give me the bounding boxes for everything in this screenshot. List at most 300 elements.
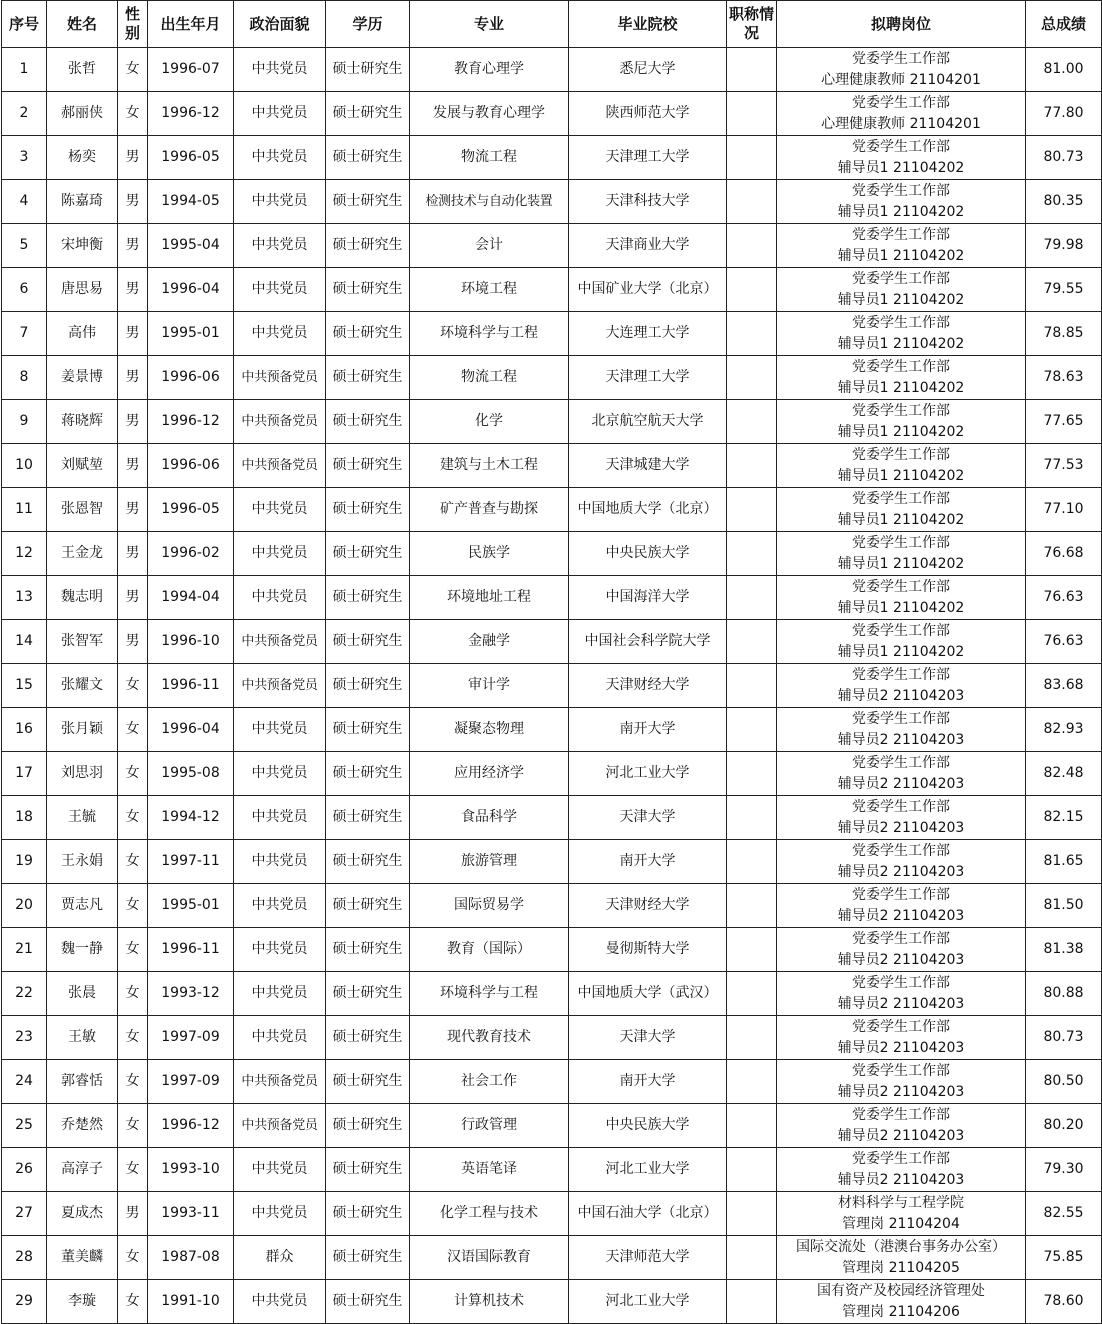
cell-birth: 1987-08 — [148, 1236, 234, 1280]
cell-gender: 女 — [118, 92, 148, 136]
cell-birth: 1996-11 — [148, 928, 234, 972]
position-department: 党委学生工作部 — [852, 50, 950, 67]
cell-score: 75.85 — [1026, 1236, 1102, 1280]
position-post: 辅导员2 21104203 — [837, 995, 965, 1012]
cell-major: 行政管理 — [410, 1104, 569, 1148]
cell-school: 中国地质大学（北京） — [569, 488, 727, 532]
cell-school: 中国矿业大学（北京） — [569, 268, 727, 312]
cell-name: 刘思羽 — [47, 752, 118, 796]
cell-seq: 2 — [2, 92, 47, 136]
cell-politics: 中共党员 — [234, 488, 326, 532]
cell-school: 中央民族大学 — [569, 532, 727, 576]
position-department: 国际交流处（港澳台事务办公室） — [796, 1238, 1006, 1255]
header-politics: 政治面貌 — [234, 1, 326, 48]
cell-title — [727, 136, 777, 180]
table-row — [2, 1060, 1102, 1104]
position-post: 辅导员2 21104203 — [837, 863, 965, 880]
cell-birth: 1993-12 — [148, 972, 234, 1016]
cell-politics: 中共党员 — [234, 1280, 326, 1324]
cell-position — [777, 1016, 1026, 1060]
position-department: 党委学生工作部 — [852, 182, 950, 199]
position-department: 党委学生工作部 — [852, 886, 950, 903]
cell-school: 河北工业大学 — [569, 1280, 727, 1324]
cell-politics: 中共党员 — [234, 92, 326, 136]
cell-birth: 1994-04 — [148, 576, 234, 620]
cell-score: 81.00 — [1026, 48, 1102, 92]
cell-education: 硕士研究生 — [326, 1280, 410, 1324]
table-row — [2, 356, 1102, 400]
cell-education: 硕士研究生 — [326, 1060, 410, 1104]
cell-score: 80.20 — [1026, 1104, 1102, 1148]
cell-gender: 女 — [118, 1236, 148, 1280]
position-department: 党委学生工作部 — [852, 534, 950, 551]
cell-education: 硕士研究生 — [326, 884, 410, 928]
cell-seq: 23 — [2, 1016, 47, 1060]
cell-birth: 1996-02 — [148, 532, 234, 576]
cell-education: 硕士研究生 — [326, 268, 410, 312]
cell-score: 77.80 — [1026, 92, 1102, 136]
cell-politics: 群众 — [234, 1236, 326, 1280]
cell-birth: 1996-07 — [148, 48, 234, 92]
cell-position — [777, 356, 1026, 400]
cell-position — [777, 884, 1026, 928]
position-post: 辅导员2 21104203 — [837, 731, 965, 748]
cell-birth: 1996-11 — [148, 664, 234, 708]
cell-seq: 17 — [2, 752, 47, 796]
cell-gender: 男 — [118, 356, 148, 400]
position-department: 党委学生工作部 — [852, 226, 950, 243]
cell-position — [777, 312, 1026, 356]
cell-score: 80.73 — [1026, 136, 1102, 180]
cell-school: 曼彻斯特大学 — [569, 928, 727, 972]
cell-politics: 中共党员 — [234, 532, 326, 576]
cell-school: 中国地质大学（武汉） — [569, 972, 727, 1016]
header-row — [2, 1, 1102, 48]
cell-name: 姜景博 — [47, 356, 118, 400]
cell-title — [727, 400, 777, 444]
header-score: 总成绩 — [1026, 1, 1102, 48]
position-post: 辅导员1 21104202 — [837, 335, 965, 352]
cell-school: 天津科技大学 — [569, 180, 727, 224]
cell-birth: 1996-04 — [148, 268, 234, 312]
cell-score: 78.60 — [1026, 1280, 1102, 1324]
position-post: 辅导员2 21104203 — [837, 687, 965, 704]
cell-seq: 29 — [2, 1280, 47, 1324]
table-row — [2, 136, 1102, 180]
header-gender: 性别 — [118, 1, 148, 48]
cell-seq: 18 — [2, 796, 47, 840]
position-department: 党委学生工作部 — [852, 622, 950, 639]
cell-name: 宋坤衡 — [47, 224, 118, 268]
cell-education: 硕士研究生 — [326, 752, 410, 796]
cell-gender: 男 — [118, 136, 148, 180]
table-row — [2, 972, 1102, 1016]
cell-birth: 1996-12 — [148, 400, 234, 444]
position-post: 辅导员1 21104202 — [837, 511, 965, 528]
cell-title — [727, 884, 777, 928]
cell-name: 王敏 — [47, 1016, 118, 1060]
cell-birth: 1996-06 — [148, 356, 234, 400]
cell-birth: 1995-01 — [148, 312, 234, 356]
cell-education: 硕士研究生 — [326, 928, 410, 972]
cell-name: 杨奕 — [47, 136, 118, 180]
cell-name: 张耀文 — [47, 664, 118, 708]
position-post: 辅导员1 21104202 — [837, 555, 965, 572]
cell-politics: 中共党员 — [234, 268, 326, 312]
cell-gender: 女 — [118, 1104, 148, 1148]
cell-gender: 女 — [118, 48, 148, 92]
cell-school: 天津商业大学 — [569, 224, 727, 268]
cell-title — [727, 1280, 777, 1324]
cell-score: 78.85 — [1026, 312, 1102, 356]
position-post: 辅导员1 21104202 — [837, 467, 965, 484]
cell-title — [727, 180, 777, 224]
cell-politics: 中共党员 — [234, 840, 326, 884]
cell-score: 78.63 — [1026, 356, 1102, 400]
cell-title — [727, 1192, 777, 1236]
cell-name: 郭睿恬 — [47, 1060, 118, 1104]
cell-position — [777, 708, 1026, 752]
table-row — [2, 268, 1102, 312]
cell-position — [777, 488, 1026, 532]
cell-gender: 女 — [118, 796, 148, 840]
cell-major: 物流工程 — [410, 136, 569, 180]
cell-position — [777, 268, 1026, 312]
cell-title — [727, 1104, 777, 1148]
position-post: 辅导员1 21104202 — [837, 291, 965, 308]
cell-score: 79.55 — [1026, 268, 1102, 312]
cell-education: 硕士研究生 — [326, 92, 410, 136]
cell-politics: 中共预备党员 — [234, 400, 326, 444]
cell-politics: 中共党员 — [234, 1148, 326, 1192]
cell-seq: 27 — [2, 1192, 47, 1236]
cell-gender: 男 — [118, 400, 148, 444]
cell-major: 现代教育技术 — [410, 1016, 569, 1060]
cell-birth: 1993-11 — [148, 1192, 234, 1236]
table-row — [2, 224, 1102, 268]
cell-seq: 3 — [2, 136, 47, 180]
table-row — [2, 48, 1102, 92]
position-department: 国有资产及校园经济管理处 — [817, 1282, 985, 1299]
cell-politics: 中共党员 — [234, 180, 326, 224]
cell-seq: 10 — [2, 444, 47, 488]
cell-score: 80.73 — [1026, 1016, 1102, 1060]
cell-birth: 1995-01 — [148, 884, 234, 928]
cell-position — [777, 1280, 1026, 1324]
cell-school: 天津财经大学 — [569, 664, 727, 708]
cell-position — [777, 532, 1026, 576]
cell-politics: 中共党员 — [234, 884, 326, 928]
cell-politics: 中共党员 — [234, 1192, 326, 1236]
cell-position — [777, 1148, 1026, 1192]
position-department: 党委学生工作部 — [852, 930, 950, 947]
cell-major: 环境科学与工程 — [410, 312, 569, 356]
cell-education: 硕士研究生 — [326, 48, 410, 92]
cell-education: 硕士研究生 — [326, 1236, 410, 1280]
cell-birth: 1994-12 — [148, 796, 234, 840]
position-department: 党委学生工作部 — [852, 402, 950, 419]
position-department: 党委学生工作部 — [852, 798, 950, 815]
cell-major: 建筑与土木工程 — [410, 444, 569, 488]
cell-gender: 男 — [118, 312, 148, 356]
position-post: 管理岗 21104205 — [842, 1259, 960, 1276]
cell-politics: 中共党员 — [234, 312, 326, 356]
table-row — [2, 444, 1102, 488]
position-department: 党委学生工作部 — [852, 138, 950, 155]
cell-title — [727, 224, 777, 268]
cell-seq: 26 — [2, 1148, 47, 1192]
cell-position — [777, 1236, 1026, 1280]
position-post: 辅导员1 21104202 — [837, 643, 965, 660]
position-post: 心理健康教师 21104201 — [821, 71, 981, 88]
position-post: 管理岗 21104206 — [842, 1303, 960, 1320]
cell-major: 化学 — [410, 400, 569, 444]
cell-school: 天津城建大学 — [569, 444, 727, 488]
position-department: 党委学生工作部 — [852, 446, 950, 463]
cell-school: 天津师范大学 — [569, 1236, 727, 1280]
cell-name: 贾志凡 — [47, 884, 118, 928]
cell-position — [777, 224, 1026, 268]
header-name: 姓名 — [47, 1, 118, 48]
cell-name: 夏成杰 — [47, 1192, 118, 1236]
cell-education: 硕士研究生 — [326, 796, 410, 840]
cell-gender: 女 — [118, 752, 148, 796]
cell-birth: 1996-10 — [148, 620, 234, 664]
cell-education: 硕士研究生 — [326, 620, 410, 664]
cell-score: 79.98 — [1026, 224, 1102, 268]
cell-score: 80.88 — [1026, 972, 1102, 1016]
cell-position — [777, 1104, 1026, 1148]
cell-gender: 男 — [118, 444, 148, 488]
cell-position — [777, 1192, 1026, 1236]
cell-school: 天津理工大学 — [569, 136, 727, 180]
cell-title — [727, 840, 777, 884]
position-post: 辅导员1 21104202 — [837, 599, 965, 616]
table-row — [2, 884, 1102, 928]
cell-name: 陈嘉琦 — [47, 180, 118, 224]
cell-seq: 6 — [2, 268, 47, 312]
cell-score: 76.68 — [1026, 532, 1102, 576]
position-department: 党委学生工作部 — [852, 358, 950, 375]
cell-major: 英语笔译 — [410, 1148, 569, 1192]
cell-name: 王金龙 — [47, 532, 118, 576]
position-department: 党委学生工作部 — [852, 314, 950, 331]
table-row — [2, 1104, 1102, 1148]
position-department: 党委学生工作部 — [852, 490, 950, 507]
table-row — [2, 796, 1102, 840]
cell-birth: 1993-10 — [148, 1148, 234, 1192]
cell-position — [777, 92, 1026, 136]
cell-school: 河北工业大学 — [569, 1148, 727, 1192]
cell-education: 硕士研究生 — [326, 1104, 410, 1148]
cell-education: 硕士研究生 — [326, 136, 410, 180]
position-post: 辅导员2 21104203 — [837, 1039, 965, 1056]
cell-position — [777, 48, 1026, 92]
cell-name: 蒋晓辉 — [47, 400, 118, 444]
position-department: 材料科学与工程学院 — [838, 1194, 964, 1211]
cell-position — [777, 620, 1026, 664]
cell-birth: 1996-05 — [148, 488, 234, 532]
cell-title — [727, 312, 777, 356]
table-row — [2, 400, 1102, 444]
cell-gender: 男 — [118, 576, 148, 620]
position-department: 党委学生工作部 — [852, 974, 950, 991]
header-seq: 序号 — [2, 1, 47, 48]
table-row — [2, 840, 1102, 884]
cell-title — [727, 664, 777, 708]
cell-politics: 中共预备党员 — [234, 664, 326, 708]
table-row — [2, 576, 1102, 620]
cell-school: 南开大学 — [569, 708, 727, 752]
cell-politics: 中共党员 — [234, 972, 326, 1016]
position-department: 党委学生工作部 — [852, 666, 950, 683]
position-post: 辅导员2 21104203 — [837, 1171, 965, 1188]
cell-politics: 中共预备党员 — [234, 1060, 326, 1104]
cell-title — [727, 268, 777, 312]
cell-title — [727, 1236, 777, 1280]
cell-position — [777, 136, 1026, 180]
position-post: 辅导员1 21104202 — [837, 159, 965, 176]
cell-major: 教育心理学 — [410, 48, 569, 92]
cell-position — [777, 840, 1026, 884]
cell-score: 77.65 — [1026, 400, 1102, 444]
cell-score: 76.63 — [1026, 576, 1102, 620]
cell-major: 环境科学与工程 — [410, 972, 569, 1016]
cell-major: 汉语国际教育 — [410, 1236, 569, 1280]
cell-seq: 14 — [2, 620, 47, 664]
cell-gender: 女 — [118, 1148, 148, 1192]
cell-school: 天津大学 — [569, 1016, 727, 1060]
cell-birth: 1994-05 — [148, 180, 234, 224]
table-row — [2, 180, 1102, 224]
cell-title — [727, 488, 777, 532]
cell-name: 张月颖 — [47, 708, 118, 752]
cell-education: 硕士研究生 — [326, 224, 410, 268]
cell-name: 张智军 — [47, 620, 118, 664]
cell-seq: 20 — [2, 884, 47, 928]
cell-name: 郝丽侠 — [47, 92, 118, 136]
cell-position — [777, 664, 1026, 708]
cell-name: 刘赋堃 — [47, 444, 118, 488]
cell-birth: 1996-05 — [148, 136, 234, 180]
cell-title — [727, 972, 777, 1016]
table-row — [2, 92, 1102, 136]
position-department: 党委学生工作部 — [852, 1150, 950, 1167]
cell-title — [727, 444, 777, 488]
cell-seq: 24 — [2, 1060, 47, 1104]
cell-position — [777, 400, 1026, 444]
cell-school: 河北工业大学 — [569, 752, 727, 796]
cell-education: 硕士研究生 — [326, 180, 410, 224]
cell-politics: 中共党员 — [234, 708, 326, 752]
cell-seq: 11 — [2, 488, 47, 532]
position-post: 辅导员2 21104203 — [837, 819, 965, 836]
position-department: 党委学生工作部 — [852, 1062, 950, 1079]
cell-major: 环境地址工程 — [410, 576, 569, 620]
cell-name: 王毓 — [47, 796, 118, 840]
cell-title — [727, 532, 777, 576]
header-school: 毕业院校 — [569, 1, 727, 48]
position-department: 党委学生工作部 — [852, 1106, 950, 1123]
cell-politics: 中共党员 — [234, 752, 326, 796]
cell-title — [727, 620, 777, 664]
cell-name: 唐思易 — [47, 268, 118, 312]
table-row — [2, 664, 1102, 708]
cell-major: 旅游管理 — [410, 840, 569, 884]
cell-gender: 女 — [118, 708, 148, 752]
cell-school: 中国社会科学院大学 — [569, 620, 727, 664]
cell-score: 77.10 — [1026, 488, 1102, 532]
position-post: 辅导员2 21104203 — [837, 907, 965, 924]
header-major: 专业 — [410, 1, 569, 48]
cell-education: 硕士研究生 — [326, 444, 410, 488]
cell-gender: 女 — [118, 664, 148, 708]
cell-politics: 中共预备党员 — [234, 356, 326, 400]
cell-seq: 25 — [2, 1104, 47, 1148]
cell-name: 董美麟 — [47, 1236, 118, 1280]
position-post: 辅导员1 21104202 — [837, 379, 965, 396]
cell-major: 社会工作 — [410, 1060, 569, 1104]
header-position: 拟聘岗位 — [777, 1, 1026, 48]
cell-birth: 1996-04 — [148, 708, 234, 752]
cell-education: 硕士研究生 — [326, 1016, 410, 1060]
position-department: 党委学生工作部 — [852, 710, 950, 727]
position-post: 心理健康教师 21104201 — [821, 115, 981, 132]
cell-major: 应用经济学 — [410, 752, 569, 796]
cell-birth: 1996-12 — [148, 1104, 234, 1148]
table-row — [2, 1148, 1102, 1192]
position-post: 辅导员2 21104203 — [837, 1127, 965, 1144]
cell-education: 硕士研究生 — [326, 488, 410, 532]
cell-gender: 女 — [118, 884, 148, 928]
cell-score: 81.65 — [1026, 840, 1102, 884]
cell-education: 硕士研究生 — [326, 356, 410, 400]
cell-seq: 19 — [2, 840, 47, 884]
cell-seq: 12 — [2, 532, 47, 576]
candidate-table — [1, 0, 1102, 1324]
cell-major: 环境工程 — [410, 268, 569, 312]
position-post: 辅导员2 21104203 — [837, 1083, 965, 1100]
cell-school: 中国石油大学（北京） — [569, 1192, 727, 1236]
position-post: 辅导员1 21104202 — [837, 203, 965, 220]
cell-seq: 28 — [2, 1236, 47, 1280]
position-post: 辅导员1 21104202 — [837, 247, 965, 264]
position-department: 党委学生工作部 — [852, 578, 950, 595]
cell-gender: 男 — [118, 532, 148, 576]
cell-gender: 女 — [118, 1280, 148, 1324]
cell-name: 王永娟 — [47, 840, 118, 884]
cell-politics: 中共党员 — [234, 224, 326, 268]
cell-score: 81.50 — [1026, 884, 1102, 928]
position-department: 党委学生工作部 — [852, 754, 950, 771]
cell-name: 张恩智 — [47, 488, 118, 532]
cell-school: 南开大学 — [569, 1060, 727, 1104]
cell-major: 食品科学 — [410, 796, 569, 840]
cell-seq: 8 — [2, 356, 47, 400]
table-row — [2, 1016, 1102, 1060]
cell-major: 教育（国际） — [410, 928, 569, 972]
cell-education: 硕士研究生 — [326, 576, 410, 620]
cell-score: 76.63 — [1026, 620, 1102, 664]
cell-seq: 5 — [2, 224, 47, 268]
cell-title — [727, 48, 777, 92]
cell-major: 检测技术与自动化装置 — [410, 180, 569, 224]
table-row — [2, 752, 1102, 796]
cell-major: 审计学 — [410, 664, 569, 708]
table-row — [2, 312, 1102, 356]
cell-name: 高伟 — [47, 312, 118, 356]
cell-title — [727, 752, 777, 796]
